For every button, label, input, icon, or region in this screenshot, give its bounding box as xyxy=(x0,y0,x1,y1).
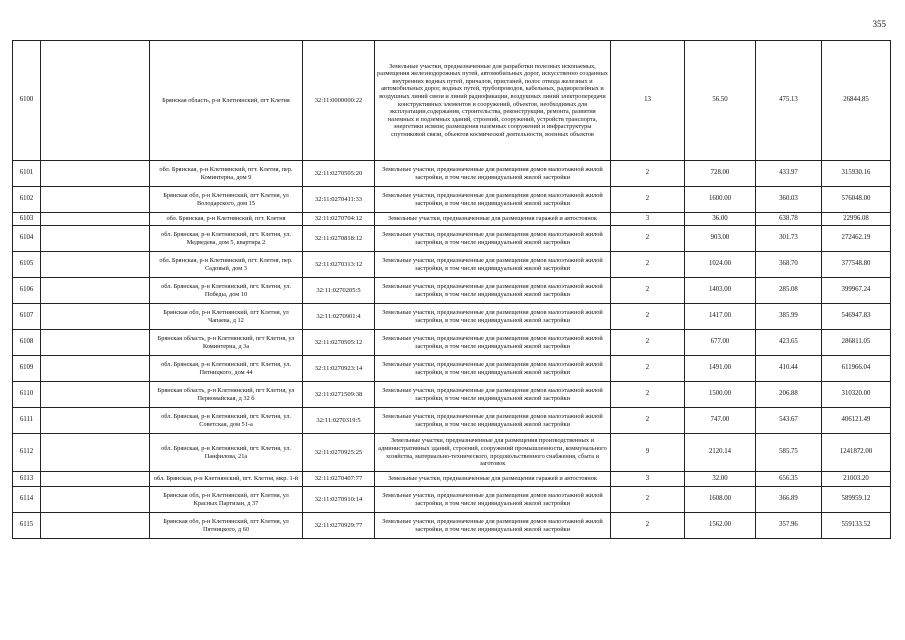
cadastral-number-cell: 32:11:0270923:14 xyxy=(303,356,375,382)
row-number: 6108 xyxy=(13,330,41,356)
empty-cell xyxy=(41,226,150,252)
use-class-cell: 13 xyxy=(611,41,685,161)
cadastral-value-cell: 272462.19 xyxy=(822,226,891,252)
table-row xyxy=(13,487,891,513)
specific-value-cell: 423.65 xyxy=(756,330,822,356)
use-class-cell: 2 xyxy=(611,513,685,539)
cadastral-value-cell: 1241872.00 xyxy=(822,434,891,472)
specific-value-cell: 475.13 xyxy=(756,41,822,161)
address-cell: Брянская обл, р-н Клетнянский, пгт Клетня, ул Красных Партизан, д 37 xyxy=(150,487,303,513)
use-class-cell: 9 xyxy=(611,434,685,472)
specific-value-cell: 366.89 xyxy=(756,487,822,513)
area-cell: 2120.14 xyxy=(685,434,756,472)
empty-cell xyxy=(41,41,150,161)
area-cell: 32.00 xyxy=(685,472,756,487)
specific-value-cell: 206.88 xyxy=(756,382,822,408)
use-class-cell: 2 xyxy=(611,487,685,513)
cadastral-value-cell: 310320.00 xyxy=(822,382,891,408)
cadastral-value-cell: 576048.00 xyxy=(822,187,891,213)
land-use-cell: Земельные участки, предназначенные для размещения домов малоэтажной жилой застройки, в том числе индивидуальной жилой застройки xyxy=(375,408,611,434)
empty-cell xyxy=(41,187,150,213)
area-cell: 1403.00 xyxy=(685,278,756,304)
table-row xyxy=(13,187,891,213)
row-number: 6112 xyxy=(13,434,41,472)
cadastral-number-cell: 32:11:0270313:12 xyxy=(303,252,375,278)
use-class-cell: 2 xyxy=(611,382,685,408)
row-number: 6110 xyxy=(13,382,41,408)
cadastral-value-cell: 26844.85 xyxy=(822,41,891,161)
specific-value-cell: 433.97 xyxy=(756,161,822,187)
area-cell: 903.00 xyxy=(685,226,756,252)
cadastral-number-cell: 32:11:0270910:14 xyxy=(303,487,375,513)
table-row xyxy=(13,304,891,330)
cadastral-number-cell: 32:11:0270505:20 xyxy=(303,161,375,187)
use-class-cell: 2 xyxy=(611,304,685,330)
table-row xyxy=(13,252,891,278)
row-number: 6106 xyxy=(13,278,41,304)
table-row xyxy=(13,408,891,434)
specific-value-cell: 385.99 xyxy=(756,304,822,330)
address-cell: обл. Брянская, р-н Клетнянский, пгт. Клетня, пер. Садовый, дом 3 xyxy=(150,252,303,278)
area-cell: 728.00 xyxy=(685,161,756,187)
land-use-cell: Земельные участки, предназначенные для размещения домов малоэтажной жилой застройки, в том числе индивидуальной жилой застройки xyxy=(375,330,611,356)
cadastral-number-cell: 32:11:0270205:5 xyxy=(303,278,375,304)
address-cell: обл. Брянская, р-н Клетнянский, пгт. Клетня, ул. Советская, дом 51-а xyxy=(150,408,303,434)
use-class-cell: 2 xyxy=(611,356,685,382)
cadastral-number-cell: 32:11:0270505:12 xyxy=(303,330,375,356)
address-cell: обл. Брянская, р-н Клетнянский, пгт. Клетня, ул. Победы, дом 10 xyxy=(150,278,303,304)
page-number: 355 xyxy=(872,19,886,29)
area-cell: 1024.00 xyxy=(685,252,756,278)
address-cell: обл. Брянская, р-н Клетнянский, пгт. Клетня, ул. Панфилова, 21а xyxy=(150,434,303,472)
empty-cell xyxy=(41,434,150,472)
table-row xyxy=(13,382,891,408)
land-use-cell: Земельные участки, предназначенные для размещения домов малоэтажной жилой застройки, в том числе индивидуальной жилой застройки xyxy=(375,513,611,539)
specific-value-cell: 410.44 xyxy=(756,356,822,382)
area-cell: 677.00 xyxy=(685,330,756,356)
specific-value-cell: 585.75 xyxy=(756,434,822,472)
cadastral-value-cell: 22996.08 xyxy=(822,213,891,226)
specific-value-cell: 285.08 xyxy=(756,278,822,304)
specific-value-cell: 360.03 xyxy=(756,187,822,213)
land-use-cell: Земельные участки, предназначенные для разработки полезных ископаемых, размещения железнодорожных путей, автомобильных дорог, искусственно созданных внутренних водных путей, причалов, пристаней, полос отвода железных и автомобильных дорог, водных путей, трубопроводов, кабельных, радиорелейных и воздушных линий связи и линий радиофикации, воздушных линий электропередачи конструктивных элементов и сооружений, объектов, необходимых для эксплуатации,содержания, строительства, реконструкции, ремонта, развития наземных и подземных зданий, строений, сооружений, устройств транспорта, энергетики исвязи; размещения наземных сооружений и инфраструктуры спутниковой связи, объектов космической деятельности, военных объектов xyxy=(375,41,611,161)
cadastral-number-cell: 32:11:0000000:22 xyxy=(303,41,375,161)
cadastral-value-cell: 589959.12 xyxy=(822,487,891,513)
land-use-cell: Земельные участки, предназначенные для размещения домов малоэтажной жилой застройки, в том числе индивидуальной жилой застройки xyxy=(375,226,611,252)
address-cell: обл. Брянская, р-н Клетнянский, пгт. Клетня, пер. Коминтерна, дом 9 xyxy=(150,161,303,187)
cadastral-number-cell: 32:11:0270929:77 xyxy=(303,513,375,539)
specific-value-cell: 656.35 xyxy=(756,472,822,487)
cadastral-value-cell: 286811.05 xyxy=(822,330,891,356)
address-cell: Брянская обл, р-н Клетнянский, пгт Клетня, ул Чапаева, д 12 xyxy=(150,304,303,330)
empty-cell xyxy=(41,278,150,304)
area-cell: 1500.00 xyxy=(685,382,756,408)
cadastral-value-cell: 21003.20 xyxy=(822,472,891,487)
cadastral-value-cell: 611966.04 xyxy=(822,356,891,382)
use-class-cell: 3 xyxy=(611,213,685,226)
cadastral-number-cell: 32:11:0270818:12 xyxy=(303,226,375,252)
table-row xyxy=(13,161,891,187)
land-use-cell: Земельные участки, предназначенные для размещения гаражей и автостоянок xyxy=(375,472,611,487)
empty-cell xyxy=(41,487,150,513)
specific-value-cell: 638.78 xyxy=(756,213,822,226)
address-cell: обл. Брянская, р-н Клетнянский, пгт. Клетня, мкр. 1-й xyxy=(150,472,303,487)
cadastral-value-cell: 406121.49 xyxy=(822,408,891,434)
empty-cell xyxy=(41,213,150,226)
table-row xyxy=(13,472,891,487)
cadastral-value-cell: 377548.80 xyxy=(822,252,891,278)
table-row xyxy=(13,41,891,161)
row-number: 6114 xyxy=(13,487,41,513)
table-body xyxy=(13,41,891,539)
land-use-cell: Земельные участки, предназначенные для размещения домов малоэтажной жилой застройки, в том числе индивидуальной жилой застройки xyxy=(375,161,611,187)
row-number: 6113 xyxy=(13,472,41,487)
empty-cell xyxy=(41,330,150,356)
row-number: 6100 xyxy=(13,41,41,161)
use-class-cell: 2 xyxy=(611,252,685,278)
cadastral-number-cell: 32:11:0270411:33 xyxy=(303,187,375,213)
address-cell: обл. Брянская, р-н Клетнянский, пгт. Клетня xyxy=(150,213,303,226)
land-registry-table xyxy=(12,40,891,539)
use-class-cell: 3 xyxy=(611,472,685,487)
specific-value-cell: 357.96 xyxy=(756,513,822,539)
row-number: 6107 xyxy=(13,304,41,330)
row-number: 6111 xyxy=(13,408,41,434)
empty-cell xyxy=(41,252,150,278)
empty-cell xyxy=(41,513,150,539)
land-use-cell: Земельные участки, предназначенные для размещения гаражей и автостоянок xyxy=(375,213,611,226)
row-number: 6101 xyxy=(13,161,41,187)
land-use-cell: Земельные участки, предназначенные для размещения домов малоэтажной жилой застройки, в том числе индивидуальной жилой застройки xyxy=(375,187,611,213)
cadastral-number-cell: 32:11:0270901:4 xyxy=(303,304,375,330)
cadastral-number-cell: 32:11:0271509:38 xyxy=(303,382,375,408)
cadastral-number-cell: 32:11:0270925:25 xyxy=(303,434,375,472)
table-row xyxy=(13,356,891,382)
table-row xyxy=(13,513,891,539)
row-number: 6104 xyxy=(13,226,41,252)
address-cell: Брянская область, р-н Клетнянский, пгт Клетня xyxy=(150,41,303,161)
cadastral-value-cell: 546947.83 xyxy=(822,304,891,330)
land-use-cell: Земельные участки, предназначенные для размещения производственных и административных зданий, строений, сооружений промышленности, коммунального хозяйства, материально-технического, продовольственного снабжения, сбыта и заготовок xyxy=(375,434,611,472)
row-number: 6109 xyxy=(13,356,41,382)
cadastral-number-cell: 32:11:0270704:12 xyxy=(303,213,375,226)
empty-cell xyxy=(41,304,150,330)
area-cell: 1491.00 xyxy=(685,356,756,382)
specific-value-cell: 543.67 xyxy=(756,408,822,434)
use-class-cell: 2 xyxy=(611,330,685,356)
address-cell: Брянская область, р-н Клетнянский, пгт Клетня, ул Первомайская, д 32 б xyxy=(150,382,303,408)
empty-cell xyxy=(41,356,150,382)
table-row xyxy=(13,226,891,252)
area-cell: 36.00 xyxy=(685,213,756,226)
empty-cell xyxy=(41,472,150,487)
specific-value-cell: 301.73 xyxy=(756,226,822,252)
empty-cell xyxy=(41,382,150,408)
row-number: 6115 xyxy=(13,513,41,539)
area-cell: 1600.00 xyxy=(685,187,756,213)
specific-value-cell: 368.70 xyxy=(756,252,822,278)
table-row xyxy=(13,330,891,356)
area-cell: 1562.00 xyxy=(685,513,756,539)
land-use-cell: Земельные участки, предназначенные для размещения домов малоэтажной жилой застройки, в том числе индивидуальной жилой застройки xyxy=(375,304,611,330)
empty-cell xyxy=(41,408,150,434)
use-class-cell: 2 xyxy=(611,161,685,187)
table-row xyxy=(13,434,891,472)
use-class-cell: 2 xyxy=(611,226,685,252)
row-number: 6103 xyxy=(13,213,41,226)
table-row xyxy=(13,213,891,226)
cadastral-value-cell: 399967.24 xyxy=(822,278,891,304)
cadastral-number-cell: 32:11:0270319:5 xyxy=(303,408,375,434)
address-cell: Брянская область, р-н Клетнянский, пгт Клетня, ул Коминтерна, д 3а xyxy=(150,330,303,356)
land-use-cell: Земельные участки, предназначенные для размещения домов малоэтажной жилой застройки, в том числе индивидуальной жилой застройки xyxy=(375,356,611,382)
land-use-cell: Земельные участки, предназначенные для размещения домов малоэтажной жилой застройки, в том числе индивидуальной жилой застройки xyxy=(375,252,611,278)
land-use-cell: Земельные участки, предназначенные для размещения домов малоэтажной жилой застройки, в том числе индивидуальной жилой застройки xyxy=(375,487,611,513)
empty-cell xyxy=(41,161,150,187)
use-class-cell: 2 xyxy=(611,408,685,434)
table-row xyxy=(13,278,891,304)
land-use-cell: Земельные участки, предназначенные для размещения домов малоэтажной жилой застройки, в том числе индивидуальной жилой застройки xyxy=(375,278,611,304)
use-class-cell: 2 xyxy=(611,278,685,304)
cadastral-value-cell: 559133.52 xyxy=(822,513,891,539)
area-cell: 1608.00 xyxy=(685,487,756,513)
row-number: 6105 xyxy=(13,252,41,278)
address-cell: Брянская обл, р-н Клетнянский, пгт Клетня, ул Володарского, дом 15 xyxy=(150,187,303,213)
row-number: 6102 xyxy=(13,187,41,213)
area-cell: 1417.00 xyxy=(685,304,756,330)
area-cell: 747.00 xyxy=(685,408,756,434)
address-cell: обл. Брянская, р-н Клетнянский, пгт. Клетня, ул. Медведева, дом 5, квартира 2 xyxy=(150,226,303,252)
cadastral-number-cell: 32:11:0270407:77 xyxy=(303,472,375,487)
address-cell: обл. Брянская, р-н Клетнянский, пгт. Клетня, ул. Пятницкого, дом 44 xyxy=(150,356,303,382)
use-class-cell: 2 xyxy=(611,187,685,213)
area-cell: 56.50 xyxy=(685,41,756,161)
address-cell: Брянская обл, р-н Клетнянский, пгт Клетня, ул Пятницкого, д 60 xyxy=(150,513,303,539)
land-use-cell: Земельные участки, предназначенные для размещения домов малоэтажной жилой застройки, в том числе индивидуальной жилой застройки xyxy=(375,382,611,408)
cadastral-value-cell: 315930.16 xyxy=(822,161,891,187)
